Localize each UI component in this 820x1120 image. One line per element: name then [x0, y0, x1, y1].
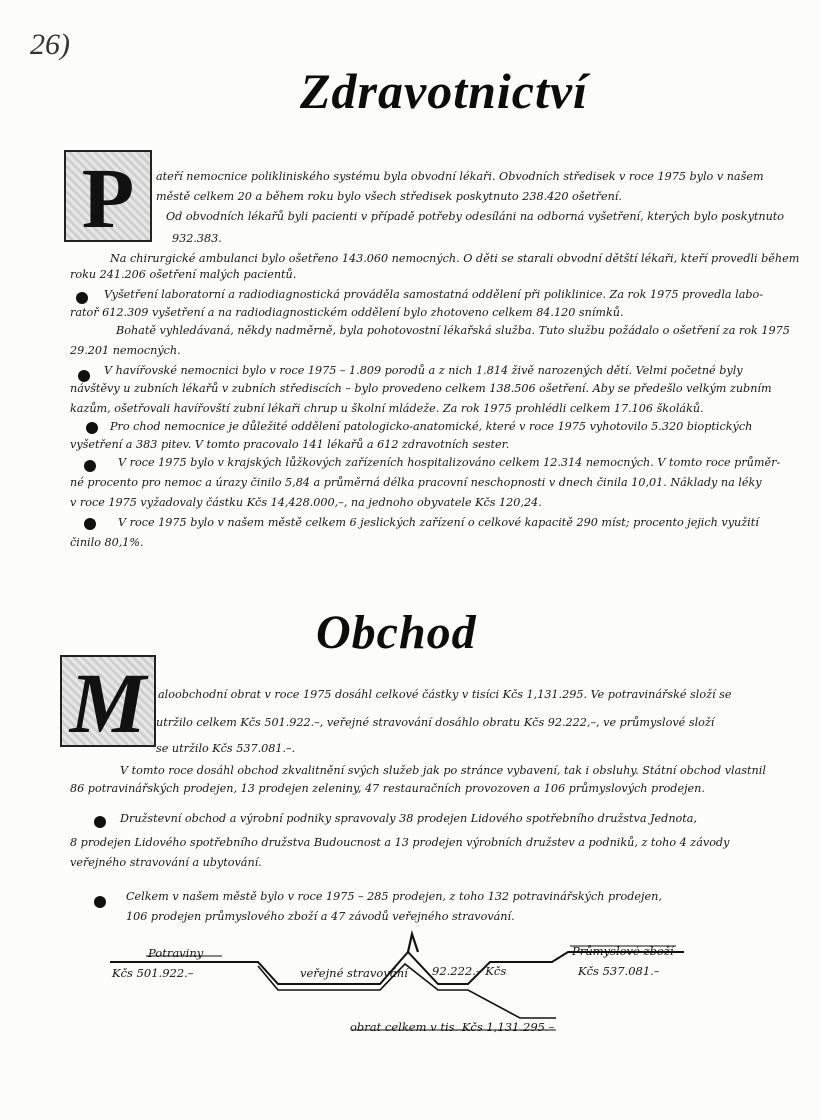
text-line: městě celkem 20 a během roku bylo všech středisek poskytnuto 238.420 ošetření. [156, 190, 622, 203]
initial-letter-p: P [81, 150, 135, 242]
diagram-industrial-label: Průmyslové zboží [572, 944, 674, 958]
page-number: 26) [30, 28, 70, 61]
bullet [78, 370, 90, 382]
decorative-initial-p [64, 150, 152, 242]
text-line: Od obvodních lékařů byli pacienti v případě potřeby odesíláni na odborná vyšetření, kterých bylo poskytnuto [166, 210, 785, 223]
text-line: V havířovské nemocnici bylo v roce 1975 – 1.809 porodů a z nich 1.814 živě narozených dětí. Velmi početné byly [104, 364, 743, 377]
text-line: Na chirurgické ambulanci bylo ošetřeno 143.060 nemocných. O děti se starali obvodní dětští lékaři, kteří provedli během [110, 252, 800, 265]
text-line: Pro chod nemocnice je důležité oddělení patologicko-anatomické, které v roce 1975 vyhotovilo 5.320 bioptických [110, 420, 753, 433]
diagram-total: obrat celkem v tis. Kčs 1,131.295.– [350, 1020, 555, 1034]
bullet [94, 896, 106, 908]
section-title-obchod: Obchod [316, 606, 477, 659]
diagram-industrial-value: Kčs 537.081.– [578, 964, 660, 978]
bullet [84, 460, 96, 472]
text-line: Družstevní obchod a výrobní podniky spravovaly 38 prodejen Lidového spotřebního družstva Jednota, [120, 812, 698, 825]
turnover-diagram [0, 930, 820, 1060]
diagram-catering-label: veřejné stravování [300, 966, 408, 980]
text-line: 106 prodejen průmyslového zboží a 47 závodů veřejného stravování. [126, 910, 515, 923]
text-line: Bohatě vyhledávaná, někdy nadměrně, byla pohotovostní lékařská služba. Tuto službu požádalo o ošetření za rok 1975 [116, 324, 790, 337]
text-line: aloobchodní obrat v roce 1975 dosáhl celkové částky v tisíci Kčs 1,131.295. Ve potravinářské složí se [158, 688, 732, 701]
bullet [84, 518, 96, 530]
bullet [86, 422, 98, 434]
text-line: v roce 1975 vyžadovaly částku Kčs 14,428.000,–, na jednoho obyvatele Kčs 120,24. [70, 496, 542, 509]
text-line: 86 potravinářských prodejen, 13 prodejen zeleniny, 47 restauračních provozoven a 106 průmyslových prodejen. [70, 782, 705, 795]
diagram-catering-value: 92.222.– Kčs [432, 964, 507, 978]
bullet [94, 816, 106, 828]
text-line: ratoř 612.309 vyšetření a na radiodiagnostickém oddělení bylo zhotoveno celkem 84.120 snímků. [70, 306, 624, 319]
text-line: V tomto roce dosáhl obchod zkvalitnění svých služeb jak po stránce vybavení, tak i obsluhy. Státní obchod vlastnil [120, 764, 766, 777]
text-line: se utržilo Kčs 537.081.–. [156, 742, 296, 755]
text-line: Celkem v našem městě bylo v roce 1975 – 285 prodejen, z toho 132 potravinářských prodejen, [126, 890, 662, 903]
text-line: Vyšetření laboratorní a radiodiagnostická prováděla samostatná oddělení při poliklinice. Za rok 1975 provedla labo- [104, 288, 764, 301]
decorative-initial-m [60, 655, 156, 747]
text-line: 932.383. [172, 232, 222, 245]
bullet [76, 292, 88, 304]
text-line: V roce 1975 bylo v krajských lůžkových zařízeních hospitalizováno celkem 12.314 nemocných. V tomto roce průměr- [118, 456, 781, 469]
text-line: činilo 80,1%. [70, 536, 144, 549]
text-line: 8 prodejen Lidového spotřebního družstva Budoucnost a 13 prodejen výrobních družstev a podniků, z toho 4 závody [70, 836, 730, 849]
text-line: vyšetření a 383 pitev. V tomto pracovalo 141 lékařů a 612 zdravotních sester. [70, 438, 510, 451]
text-line: roku 241.206 ošetření malých pacientů. [70, 268, 297, 281]
text-line: návštěvy u zubních lékařů v zubních střediscích – bylo provedeno celkem 138.506 ošetření. Aby se předešlo velkým zubním [70, 382, 772, 395]
diagram-food-value: Kčs 501.922.– [112, 966, 194, 980]
text-line: V roce 1975 bylo v našem městě celkem 6 jeslických zařízení o celkové kapacitě 290 míst; procento jejich využití [118, 516, 759, 529]
text-line: kazům, ošetřovali havířovští zubní lékaři chrup u školní mládeže. Za rok 1975 prohlédli celkem 17.106 školáků. [70, 402, 704, 415]
initial-letter-m: M [69, 655, 147, 747]
text-line: ateří nemocnice polikliniského systému byla obvodní lékaři. Obvodních středisek v roce 1975 bylo v našem [156, 170, 764, 183]
text-line: veřejného stravování a ubytování. [70, 856, 262, 869]
text-line: utržilo celkem Kčs 501.922.–, veřejné stravování dosáhlo obratu Kčs 92.222,–, ve průmyslové složí [156, 716, 715, 729]
text-line: né procento pro nemoc a úrazy činilo 5,84 a průměrná délka pracovní neschopnosti v dnech činila 10,01. Náklady na léky [70, 476, 762, 489]
section-title-zdravotnictvi: Zdravotnictví [300, 63, 588, 119]
diagram-food-label: Potraviny [148, 946, 204, 960]
text-line: 29.201 nemocných. [70, 344, 181, 357]
